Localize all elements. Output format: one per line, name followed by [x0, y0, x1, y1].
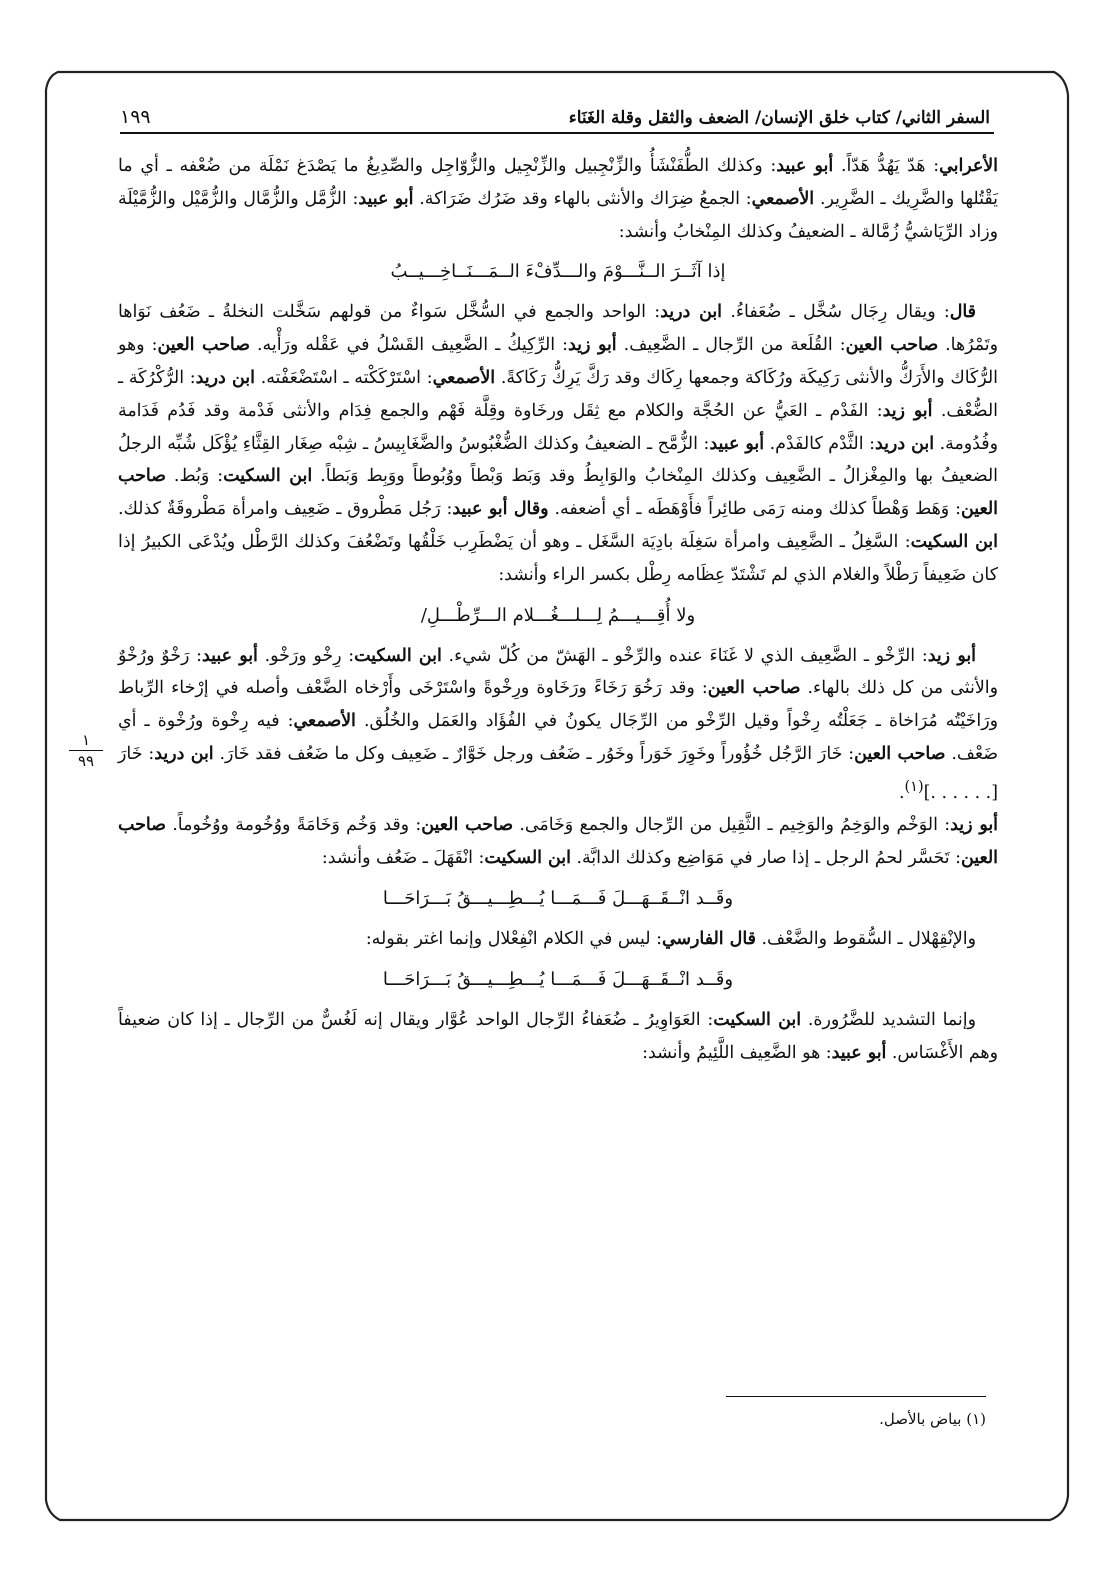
paragraph: أبو زيد: الوَخْم والوَخِمُ والوَخِيم ـ الثَّقِيل من الرِّجال والجمع وَخَامَى. صاحب العين: وقد وَخُم وَخَامَةً ووُخُومة ووُخُوماً. صاحب العين: تَحَسَّر لحمُ الرجل ـ إذا صار في مَوَاضِع وكذلك الدابَّة. ابن السكيت: انْقَهَلَ ـ ضَعُف وأنشد: — [118, 815, 998, 869]
verse-line: وقَــد انْــقَــهَـــلَ فَـــمَـــا يُـــطِـــيـــقُ بَـــرَاحَـــا — [382, 968, 734, 990]
manuscript-folio-note — [66, 732, 106, 769]
page-number: ١٩٩ — [120, 106, 151, 128]
folio-bottom: ٩٩ — [77, 752, 95, 770]
verse-line: وقَــد انْــقَــهَـــلَ فَـــمَـــا يُـــطِـــيـــقُ بَـــرَاحَـــا — [382, 887, 734, 909]
header-rule — [120, 132, 994, 134]
verse-line: إذا آثَــرَ الــنَّـــوْمَ والـــدِّفْءَ الــمَـــنَــاخِـــيــبُ — [390, 261, 726, 283]
verse-line: ولا أُقِـــيـــمُ لِـــلـــغُـــلام الـــرِّطْـــلِ/ — [420, 604, 696, 626]
paragraph: والإنْقِهْلال ـ السُّقوط والضَّعْف. قال الفارسي: ليس في الكلام انْفِعْلال وإنما اغتر بقوله: — [365, 928, 976, 949]
header-title: السفر الثاني/ كتاب خلق الإنسان/ الضعف والثقل وقلة الغَنَاء — [568, 108, 990, 128]
paragraph: الأعرابي: هَدّ يَهُدُّ هَدّاً. أبو عبيد: وكذلك الطُّفَنْشَأُ والزِّنْجِبيل والزِّنْجِيل والزُّوّاجِل والصِّدِيغُ ما يَصْدَغ نَمْلَة من ضُعْفه ـ أي ما يَقْتُلها والضَّرِيك ـ الضَّرِير. الأصمعي: الجمعُ ضِرَاك والأنثى بالهاء وقد ضَرُك ضَرَاكة. أبو عبيد: الزُّمَّل والزُّمَّال والزُّمَّيْل والزُّمَّيْلَة وزاد الرِّيَاشيُّ زُمَّالة ـ الضعيفُ وكذلك المِنْخابُ وأنشد: — [118, 156, 998, 242]
main-text — [118, 150, 998, 1069]
folio-top: ١ — [81, 731, 91, 749]
running-header — [120, 92, 990, 128]
paragraph: أبو زيد: الرِّخْو ـ الضَّعِيف الذي لا غَنَاءَ عنده والرِّخْو ـ الهَشّ من كُلّ شيء. ابن السكيت: رِخْو ورَخْو. أبو عبيد: رَخْوٌ ورُخْوٌ والأنثى من كل ذلك بالهاء. صاحب العين: وقد رَخُوَ رَخَاءً ورَخَاوة ورِخْوةً واسْتَرْخَى وأَرْخاه الضَّعْف وأصله في إرْخاء الرِّباط ورَاخَيْتُه مُرَاخاة ـ جَعَلْتُه رِخْواً وقيل الرِّخْو من الرِّجَال يكونُ في الفُؤَاد والعَمَل والخُلُق. الأصمعي: فيه رِخْوة ورُخْوة ـ أي ضَعْف. صاحب العين: خَارَ الرَّجُل خُؤُوراً وخَوِرَ خَوَراً وخَوُر ـ ضَعُف ورجل خَوَّارٌ ـ ضَعِيف وكل ما ضَعُف فقد خَارَ. ابن دريد: خَارَ [. . . . . .]$^{(١)}$. — [118, 645, 999, 803]
footnote: (١) بياض بالأصل. — [879, 1410, 986, 1428]
paragraph: وإنما التشديد للضَّرُورة. ابن السكيت: العَوَاوِيرُ ـ ضُعَفاءُ الرِّجال الواحد عُوَّار ويقال إنه لَغُسٌّ من الرِّجال ـ إذا كان ضعيفاً وهم الأَغْسَاس. أبو عبيد: هو الضَّعِيف اللَّئِيمُ وأنشد: — [118, 1009, 998, 1063]
folio-divider — [69, 750, 103, 751]
footnote-rule — [726, 1396, 986, 1397]
paragraph: قال: ويقال رِجَال سُخَّل ـ ضُعَفاءُ. ابن دريد: الواحد والجمع في السُّخَّل سَواءٌ من قولهم سَخَّلت النخلةُ ـ ضَعُف نَوَاها وتَمْرُها. صاحب العين: القُلَعة من الرِّجال ـ الضَّعِيف. أبو زيد: الرِّكِيكُ ـ الضَّعِيف القَسْلُ في عَقْله ورَأْيه. صاحب العين: وهو الرُّكَاك والأَرَكُّ والأنثى رَكِيكَة ورُكَاكة وجمعها رِكَاك وقد رَكَّ يَرِكُّ رَكَاكةً. الأصمعي: اسْتَرْكَكْته ـ اسْتَضْعَفْته. ابن دريد: الرُّكْرُكَة ـ الضُّعْف. أبو زيد: الفَدْم ـ العَيُّ عن الحُجَّة والكلام مع ثِقَل ورخَاوة وقِلَّة فَهْم والجمع فِدَام والأنثى فَدْمة وقد فَدُم فَدَامة وفُدُومة. ابن دريد: الثَّدْم كالفَدْم. أبو عبيد: الزُّمَّح ـ الضعيفُ وكذلك الضُّغْبُوسُ والضَّغَابِيسُ ـ شِبْه صِغَار القِثَّاءِ يُؤْكَل شُبِّه الرجلُ الضعيفُ بها والمِغْزالُ ـ الضَّعِيف وكذلك المِنْخابُ والوَابِطُ وقد وَبَط وَبْطاً ووُبُوطاً ووَبِط وَبَطاً. ابن السكيت: وَبُط. صاحب العين: وَهَط وَهْطاً كذلك ومنه رَمَى طائِراً فأَوْهَطَه ـ أي أضعفه. وقال أبو عبيد: رَجُل مَطْروق ـ ضَعِيف وامرأة مَطْروقَةٌ كذلك. ابن السكيت: السَّغِلُ ـ الضَّعِيف وامرأة سَغِلَة بادِيَة السَّغَل ـ وهو أن يَضْطَرِب خَلْقُها وتَضْعُفَ وكذلك الرَّطْل ويُدْعَى الكبيرُ إذا كان ضَعِيفاً رَطْلاً والغلام الذي لم تَشْتَدّ عِظَامه رِطْل بكسر الراء وأنشد: — [118, 302, 999, 585]
